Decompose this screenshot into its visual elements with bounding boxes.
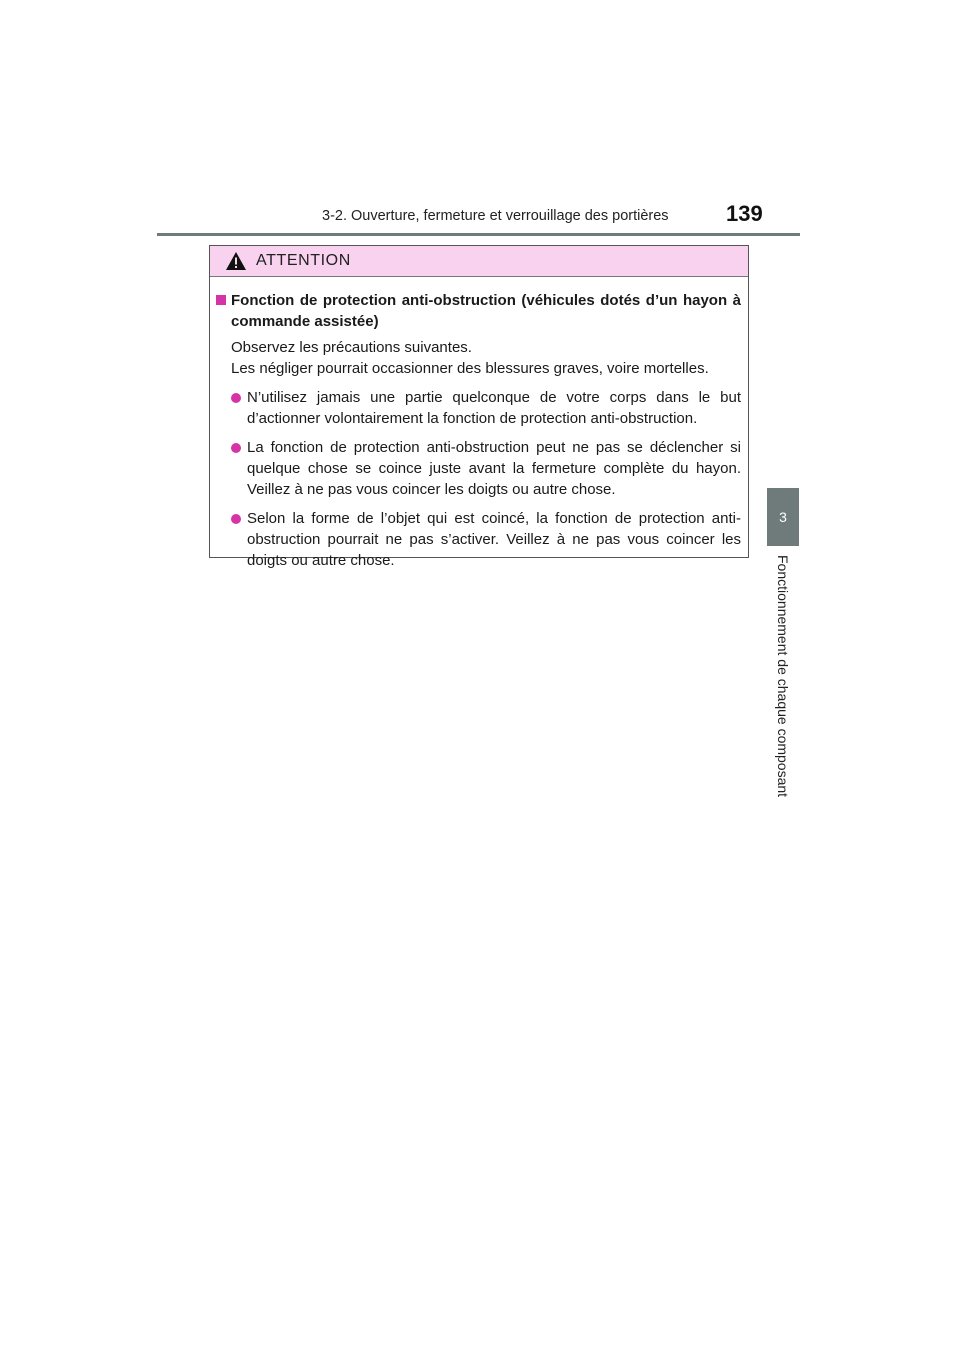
warning-title: ATTENTION [256, 252, 351, 269]
intro-line: Les négliger pourrait occasionner des blessures graves, voire mortelles. [231, 360, 709, 377]
chapter-tab [767, 488, 799, 546]
circle-bullet-icon [231, 393, 241, 403]
bullet-text: N’utilisez jamais une partie quelconque de votre corps dans le but d’actionner volontairement la fonction de protection anti-obstruction. [247, 389, 741, 427]
bullet-item [216, 387, 741, 429]
circle-bullet-icon [231, 443, 241, 453]
circle-bullet-icon [231, 514, 241, 524]
intro-line: Observez les précautions suivantes. [231, 339, 472, 356]
warning-header [210, 246, 748, 277]
bullet-item [216, 508, 741, 571]
bullet-item [216, 437, 741, 500]
page-number: 139 [726, 201, 763, 226]
section-heading [216, 290, 741, 332]
chapter-number: 3 [779, 509, 787, 525]
warning-box [209, 245, 749, 569]
warning-triangle-icon [225, 251, 247, 271]
bullet-text: Selon la forme de l’objet qui est coincé, la fonction de protection anti-obstruction pourrait ne pas s’activer. Veillez à ne pas vous coincer les doigts ou autre chose. [247, 510, 741, 569]
section-heading-text: Fonction de protection anti-obstruction (véhicules dotés d’un hayon à commande assistée) [231, 292, 741, 330]
square-bullet-icon [216, 295, 226, 305]
bullet-text: La fonction de protection anti-obstruction peut ne pas se déclencher si quelque chose se coince juste avant la fermeture complète du hayon. Veillez à ne pas vous coincer les doigts ou autre chose. [247, 439, 741, 498]
intro-text [231, 337, 741, 379]
header-divider [157, 233, 800, 236]
warning-body [210, 277, 748, 571]
running-header: 3-2. Ouverture, fermeture et verrouillage des portières [322, 208, 669, 224]
chapter-title-vertical: Fonctionnement de chaque composant [775, 555, 791, 798]
